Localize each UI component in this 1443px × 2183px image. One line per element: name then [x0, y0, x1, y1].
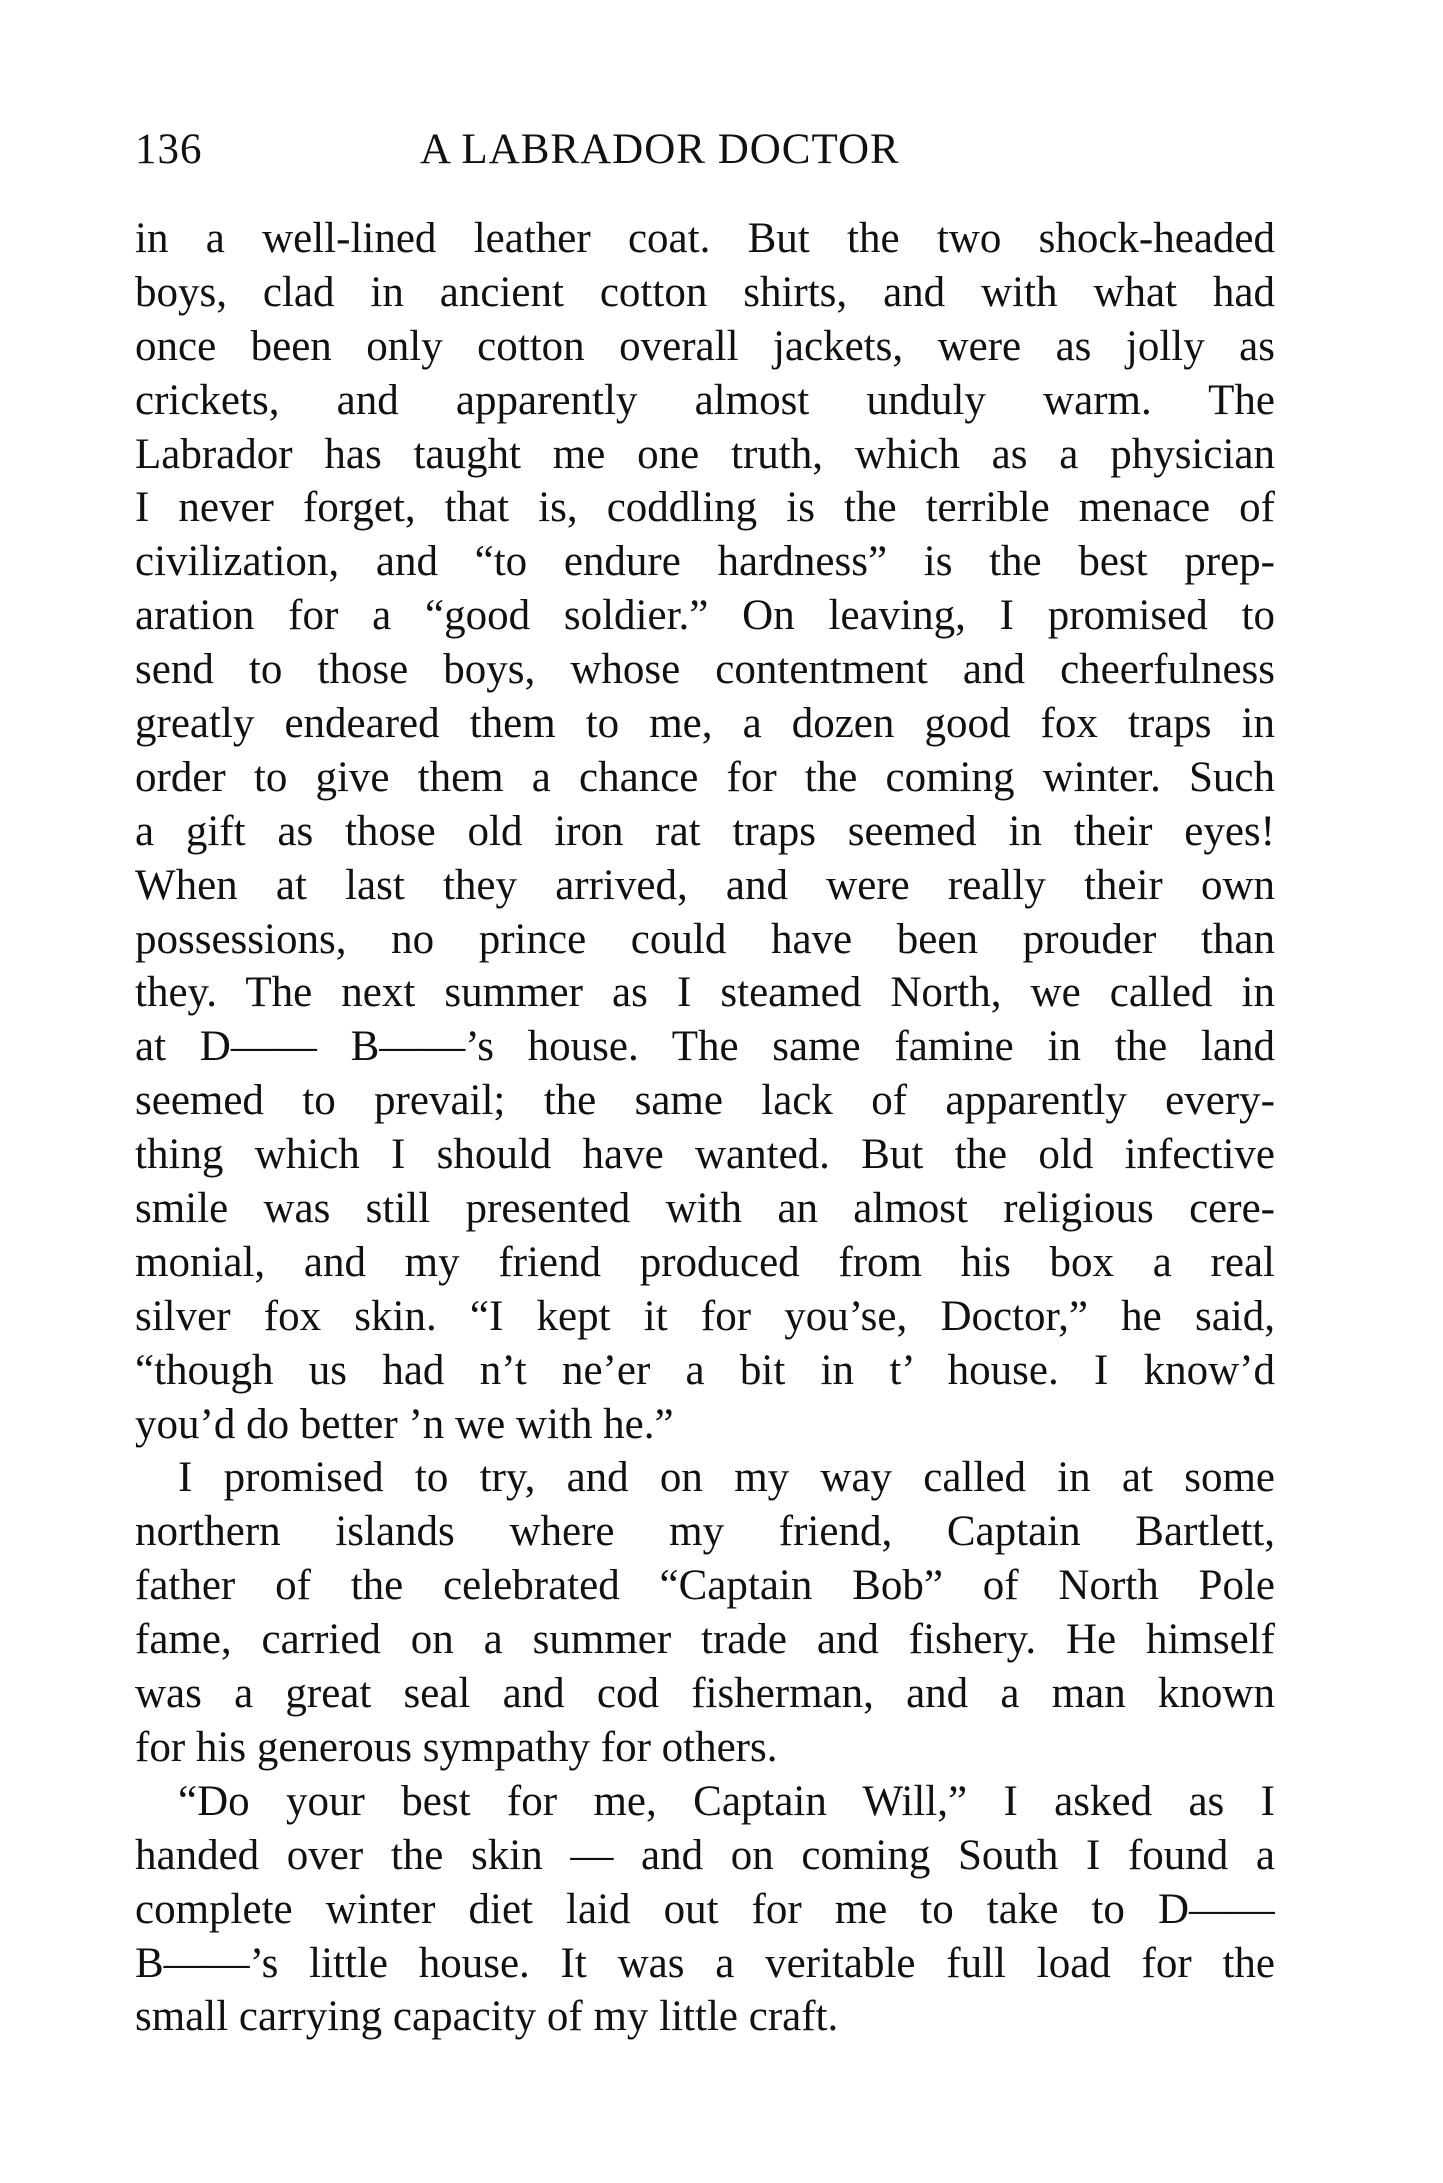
- text-line: father of the celebrated “Captain Bob” of North Pole: [135, 1562, 1275, 1610]
- text-line: When at last they arrived, and were really their own: [135, 861, 1275, 909]
- text-line: silver fox skin. “I kept it for you’se, Doctor,” he said,: [135, 1292, 1275, 1340]
- text-line: crickets, and apparently almost unduly warm. The: [135, 376, 1275, 424]
- text-line: small carrying capacity of my little craft.: [135, 1993, 839, 2041]
- body-text: [135, 212, 1275, 2044]
- running-title: A LABRADOR DOCTOR: [420, 126, 900, 173]
- text-line: once been only cotton overall jackets, were as jolly as: [135, 322, 1275, 370]
- text-line: they. The next summer as I steamed North, we called in: [135, 969, 1275, 1017]
- text-line: order to give them a chance for the coming winter. Such: [135, 753, 1275, 801]
- text-line: monial, and my friend produced from his box a real: [135, 1238, 1275, 1286]
- text-line: in a well-lined leather coat. But the two shock-headed: [135, 215, 1275, 262]
- text-line: fame, carried on a summer trade and fishery. He himself: [135, 1616, 1275, 1664]
- paragraph: [135, 1775, 1275, 2044]
- text-line: for his generous sympathy for others.: [135, 1723, 778, 1771]
- text-line: a gift as those old iron rat traps seemed in their eyes!: [135, 807, 1275, 855]
- text-line: at D—— B——’s house. The same famine in the land: [135, 1023, 1275, 1071]
- text-line: thing which I should have wanted. But the old infective: [135, 1131, 1275, 1179]
- text-line: possessions, no prince could have been prouder than: [135, 915, 1275, 963]
- page-number: 136: [135, 126, 203, 173]
- text-line: smile was still presented with an almost religious cere-: [135, 1185, 1275, 1233]
- paragraph: [135, 212, 1275, 1451]
- text-line: handed over the skin — and on coming South I found a: [135, 1831, 1275, 1879]
- paragraph: [135, 1451, 1275, 1774]
- text-line: aration for a “good soldier.” On leaving, I promised to: [135, 592, 1275, 640]
- text-line: I never forget, that is, coddling is the terrible menace of: [135, 484, 1275, 532]
- text-line: “though us had n’t ne’er a bit in t’ house. I know’d: [135, 1346, 1275, 1394]
- text-line: greatly endeared them to me, a dozen good fox traps in: [135, 700, 1275, 748]
- page-header: [135, 125, 1275, 185]
- text-line: you’d do better ’n we with he.”: [135, 1400, 674, 1448]
- text-line: I promised to try, and on my way called in at some: [178, 1454, 1275, 1502]
- text-line: Labrador has taught me one truth, which as a physician: [135, 430, 1275, 478]
- text-line: boys, clad in ancient cotton shirts, and with what had: [135, 268, 1275, 316]
- text-line: was a great seal and cod fisherman, and a man known: [135, 1670, 1275, 1718]
- text-line: “Do your best for me, Captain Will,” I asked as I: [178, 1777, 1275, 1825]
- text-line: seemed to prevail; the same lack of apparently every-: [135, 1077, 1275, 1125]
- text-line: send to those boys, whose contentment and cheerfulness: [135, 646, 1275, 694]
- text-line: civilization, and “to endure hardness” is the best prep-: [135, 538, 1275, 586]
- text-line: northern islands where my friend, Captain Bartlett,: [135, 1508, 1275, 1556]
- text-line: complete winter diet laid out for me to take to D——: [135, 1885, 1275, 1933]
- text-line: B——’s little house. It was a veritable full load for the: [135, 1939, 1275, 1987]
